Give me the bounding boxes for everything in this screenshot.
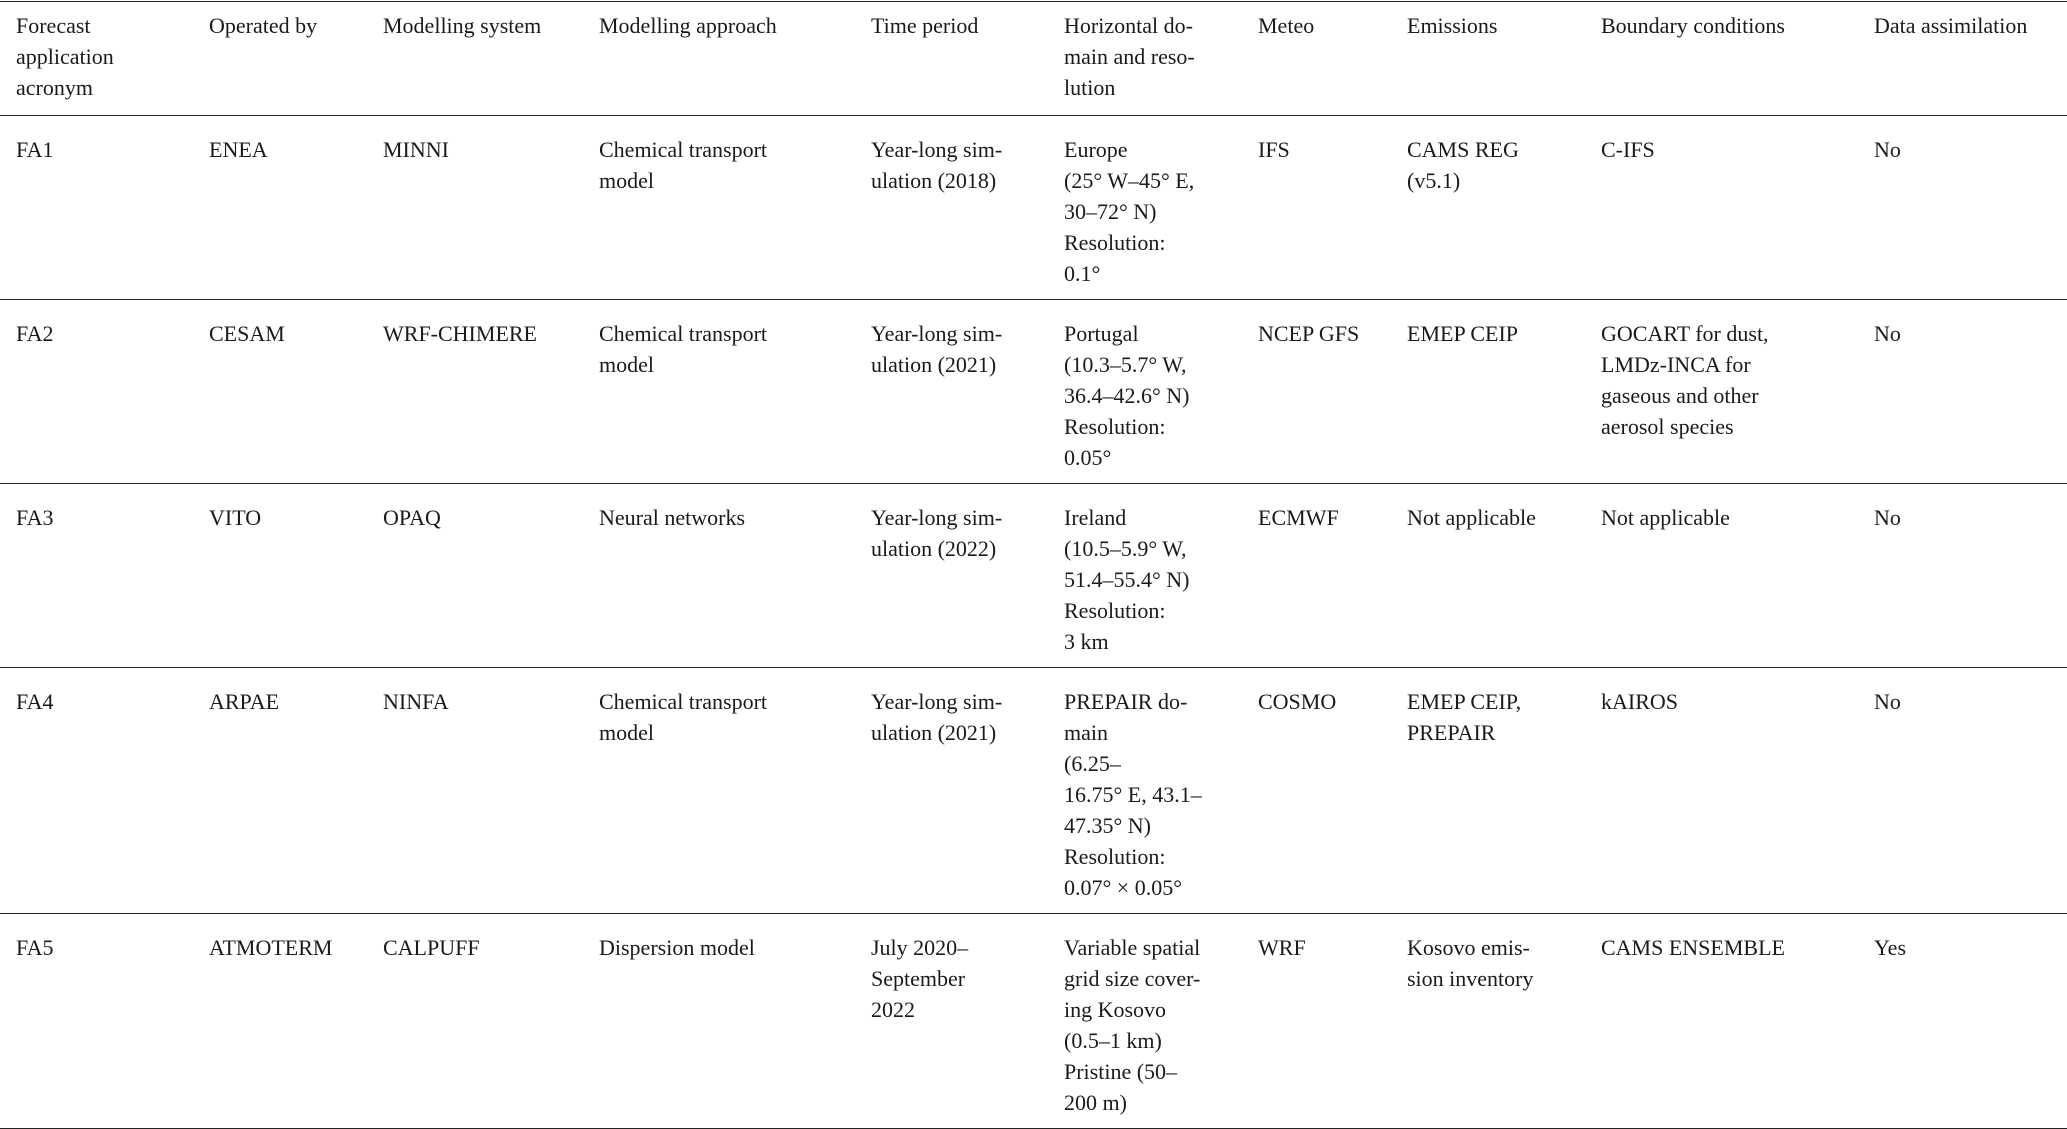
cell-operator: CESAM: [209, 321, 285, 346]
table-row: [0, 300, 2067, 484]
cell-operator: VITO: [209, 505, 262, 530]
cell-system: MINNI: [383, 137, 449, 162]
header-operated-by: Operated by: [209, 13, 318, 38]
cell-assimilation: Yes: [1874, 935, 1907, 960]
cell-assimilation: No: [1874, 505, 1901, 530]
header-acronym: Forecast application acronym: [16, 13, 114, 100]
cell-period: Year-long sim- ulation (2022): [871, 505, 1003, 561]
cell-meteo: NCEP GFS: [1258, 321, 1360, 346]
cell-boundary: GOCART for dust, LMDz-INCA for gaseous and other aerosol species: [1601, 321, 1769, 439]
cell-approach: Chemical transport model: [599, 321, 768, 377]
cell-acronym: FA3: [16, 505, 54, 530]
header-modelling-approach: Modelling approach: [599, 13, 777, 38]
cell-acronym: FA1: [16, 137, 54, 162]
cell-domain: PREPAIR do- main (6.25– 16.75° E, 43.1– 47.35° N) Resolution: 0.07° × 0.05°: [1064, 689, 1202, 900]
cell-assimilation: No: [1874, 137, 1901, 162]
cell-operator: ATMOTERM: [209, 935, 333, 960]
cell-approach: Dispersion model: [599, 935, 755, 960]
cell-operator: ENEA: [209, 137, 268, 162]
header-emissions: Emissions: [1407, 13, 1498, 38]
table-row: [0, 484, 2067, 668]
header-horizontal-domain: Horizontal do- main and reso- lution: [1064, 13, 1195, 100]
cell-boundary: C-IFS: [1601, 137, 1655, 162]
cell-period: Year-long sim- ulation (2021): [871, 321, 1003, 377]
table-row: [0, 668, 2067, 914]
table-row: [0, 914, 2067, 1129]
cell-boundary: CAMS ENSEMBLE: [1601, 935, 1785, 960]
cell-emissions: Kosovo emis- sion inventory: [1407, 935, 1534, 991]
cell-meteo: WRF: [1258, 935, 1306, 960]
header-meteo: Meteo: [1258, 13, 1315, 38]
cell-acronym: FA2: [16, 321, 54, 346]
header-modelling-system: Modelling system: [383, 13, 542, 38]
table-header: [0, 2, 2067, 116]
cell-acronym: FA4: [16, 689, 54, 714]
cell-assimilation: No: [1874, 689, 1901, 714]
cell-boundary: Not applicable: [1601, 505, 1730, 530]
cell-approach: Neural networks: [599, 505, 746, 530]
cell-system: WRF-CHIMERE: [383, 321, 537, 346]
cell-operator: ARPAE: [209, 689, 280, 714]
header-time-period: Time period: [871, 13, 979, 38]
cell-system: CALPUFF: [383, 935, 480, 960]
cell-domain: Portugal (10.3–5.7° W, 36.4–42.6° N) Resolution: 0.05°: [1064, 321, 1190, 470]
forecast-applications-table: [0, 1, 2067, 1129]
cell-period: Year-long sim- ulation (2018): [871, 137, 1003, 193]
cell-acronym: FA5: [16, 935, 54, 960]
header-boundary-conditions: Boundary conditions: [1601, 13, 1785, 38]
cell-meteo: IFS: [1258, 137, 1290, 162]
cell-emissions: Not applicable: [1407, 505, 1536, 530]
cell-domain: Variable spatial grid size cover- ing Kosovo (0.5–1 km) Pristine (50– 200 m): [1064, 935, 1201, 1115]
table-row: [0, 116, 2067, 300]
cell-period: July 2020– September 2022: [871, 935, 969, 1022]
header-data-assimilation: Data assimilation: [1874, 13, 2028, 38]
cell-boundary: kAIROS: [1601, 689, 1679, 714]
cell-approach: Chemical transport model: [599, 689, 768, 745]
table-body: [0, 116, 2067, 1129]
cell-assimilation: No: [1874, 321, 1901, 346]
header-row: [0, 2, 2067, 116]
cell-approach: Chemical transport model: [599, 137, 768, 193]
cell-system: NINFA: [383, 689, 449, 714]
cell-meteo: ECMWF: [1258, 505, 1339, 530]
cell-emissions: EMEP CEIP, PREPAIR: [1407, 689, 1522, 745]
cell-domain: Ireland (10.5–5.9° W, 51.4–55.4° N) Resolution: 3 km: [1064, 505, 1190, 654]
cell-emissions: EMEP CEIP: [1407, 321, 1519, 346]
cell-meteo: COSMO: [1258, 689, 1337, 714]
cell-domain: Europe (25° W–45° E, 30–72° N) Resolution: 0.1°: [1064, 137, 1195, 286]
cell-period: Year-long sim- ulation (2021): [871, 689, 1003, 745]
cell-system: OPAQ: [383, 505, 441, 530]
cell-emissions: CAMS REG (v5.1): [1407, 137, 1519, 193]
